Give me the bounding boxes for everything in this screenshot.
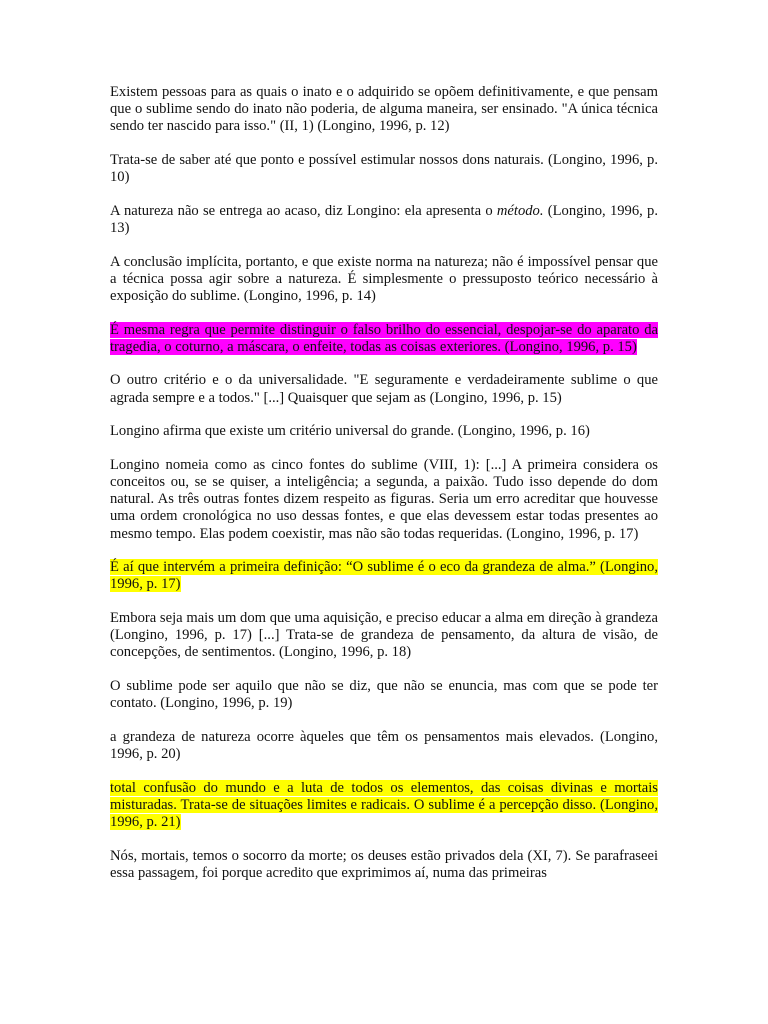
paragraph [110, 84, 658, 136]
paragraph [110, 254, 658, 306]
paragraph [110, 848, 658, 882]
highlighted-paragraph [110, 780, 658, 832]
paragraph-text: O sublime pode ser aquilo que não se diz, que não se enuncia, mas com que se pode ter contato. (Longino, 1996, p. 19) [110, 677, 658, 712]
paragraph-text: (Longino, 1996, p. 13) [110, 202, 658, 236]
paragraph-text: O outro critério e o da universalidade. "E seguramente e verdadeiramente sublime o que agrada sempre e a todos." [...] Quaisquer que sejam as (Longino, 1996, p. 15) [110, 372, 658, 406]
paragraph [110, 457, 658, 543]
magenta-highlight-text: É mesma regra que permite distinguir o falso brilho do essencial, despojar-se do aparato da tragedia, o coturno, a máscara, o enfeite, todas as coisas exteriores. (Longino, 1996, p. 15) [110, 321, 658, 355]
highlighted-paragraph [110, 559, 658, 593]
paragraph-text: Longino afirma que existe um critério universal do grande. (Longino, 1996, p. 16) [110, 423, 590, 440]
paragraph-text: Nós, mortais, temos o socorro da morte; os deuses estão privados dela (XI, 7). Se parafraseei essa passagem, foi porque acredito que exprimimos aí, numa das primeiras [110, 847, 658, 881]
document-page [110, 84, 658, 898]
paragraph-text: A conclusão implícita, portanto, e que existe norma na natureza; não é impossível pensar que a técnica possa agir sobre a natureza. É simplesmente o pressuposto teórico necessário à exposição do sublime. (Longino, 1996, p. 14) [110, 253, 658, 304]
yellow-highlight-text: É aí que intervém a primeira definição: “O sublime é o eco da grandeza de alma.” (Longino, 1996, p. 17) [110, 559, 658, 593]
paragraph-text: Trata-se de saber até que ponto e possível estimular nossos dons naturais. (Longino, 1996, p. 10) [110, 152, 658, 186]
italic-term: método. [496, 202, 544, 219]
paragraph-text: Embora seja mais um dom que uma aquisição, e preciso educar a alma em direção à grandeza (Longino, 1996, p. 17) [...] Trata-se de grandeza de pensamento, da altura de visão, de concepções, de sentimentos. (Longino, 1996, p. 18) [110, 609, 658, 661]
paragraph [110, 678, 658, 712]
paragraph-text: Existem pessoas para as quais o inato e o adquirido se opõem definitivamente, e que pensam que o sublime sendo do inato não poderia, de alguma maneira, ser ensinado. "A única técnica sendo ter nascido para isso." (II, 1) (Longino, 1996, p. 12) [110, 84, 658, 135]
highlighted-paragraph [110, 322, 658, 356]
paragraph-text: a grandeza de natureza ocorre àqueles que têm os pensamentos mais elevados. (Longino, 1996, p. 20) [110, 728, 658, 762]
paragraph-text: A natureza não se entrega ao acaso, diz Longino: ela apresenta o [110, 202, 497, 219]
paragraph [110, 729, 658, 763]
paragraph [110, 610, 658, 662]
yellow-highlight-text: total confusão do mundo e a luta de todos os elementos, das coisas divinas e mortais misturadas. Trata-se de situações limites e radicais. O sublime é a percepção disso. (Longino, 1996, p. 21) [110, 779, 658, 830]
paragraph [110, 372, 658, 406]
paragraph [110, 203, 658, 237]
paragraph [110, 152, 658, 186]
paragraph [110, 423, 658, 440]
paragraph-text: Longino nomeia como as cinco fontes do sublime (VIII, 1): [...] A primeira considera os conceitos ou, se se quiser, a inteligência; a segunda, a paixão. Tudo isso depende do dom natural. As três outras fontes dizem respeito as figuras. Seria um erro acreditar que houvesse uma ordem cronológica no uso dessas fontes, e que elas devessem estar todas presentes ao mesmo tempo. Elas podem coexistir, mas não são todas requeridas. (Longino, 1996, p. 17) [110, 456, 658, 542]
